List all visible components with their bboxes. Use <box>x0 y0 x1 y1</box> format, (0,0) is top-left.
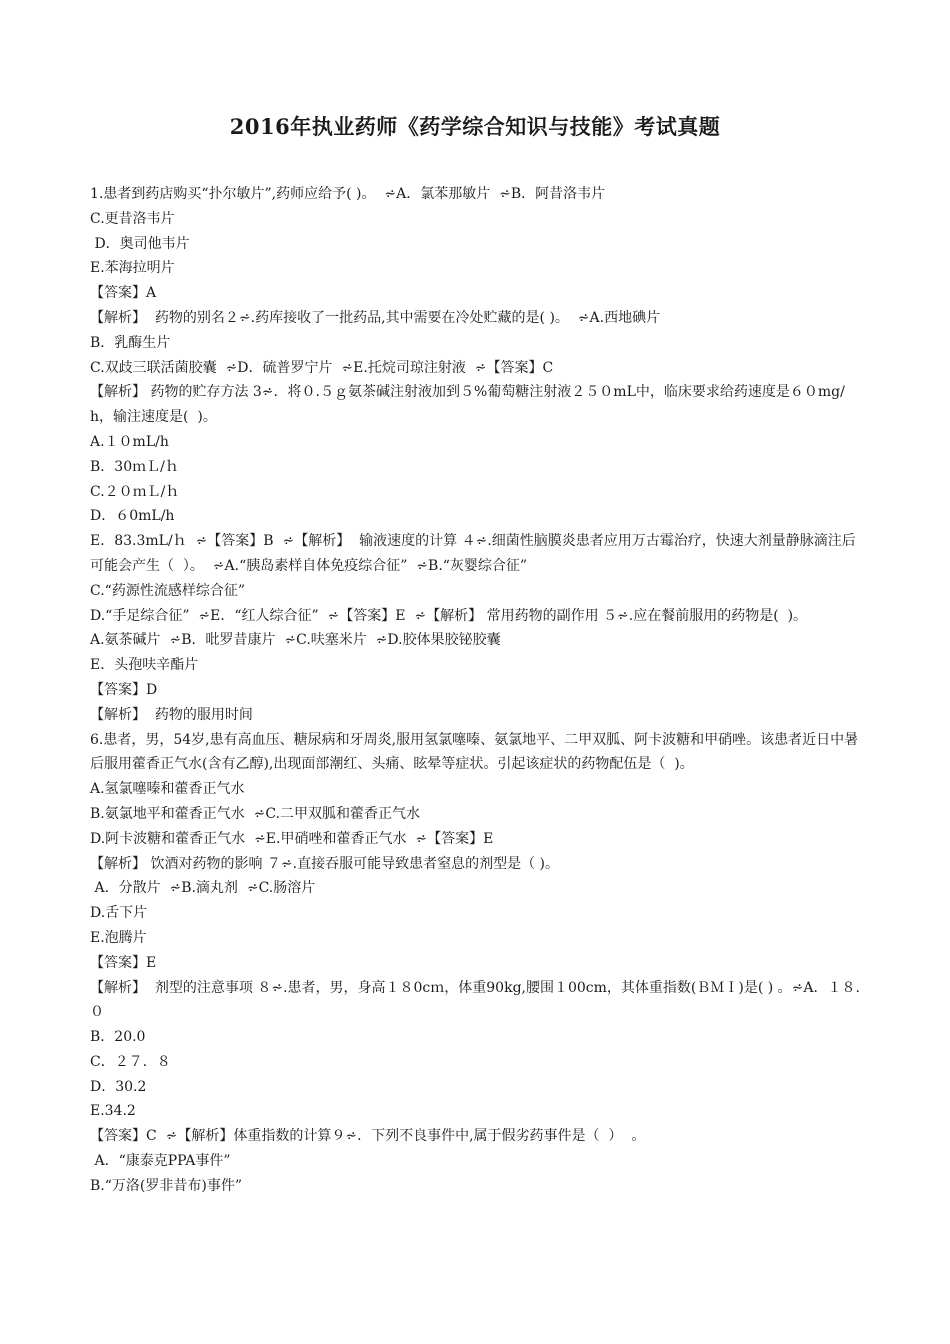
text-line: A．“康泰克PPA事件” <box>90 1153 231 1170</box>
text-line: D.舌下片 <box>90 905 148 922</box>
text-line: E.苯海拉明片 <box>90 260 175 277</box>
text-line: 【答案】A <box>90 285 157 302</box>
text-line: A.１０mL/h <box>90 433 169 450</box>
text-line: A.氨茶碱片 ⩫B．吡罗昔康片 ⩫C.呋塞米片 ⩫D.胶体果胶铋胶囊 <box>90 632 501 649</box>
text-line: 【解析】 药物的贮存方法 3⩫．将０.５ｇ氨茶碱注射液加到５%葡萄糖注射液２５０mL中，临床要求给药速度是６０mg/h，输注速度是( )。 <box>90 384 845 426</box>
text-line: C.２０ｍＬ/ｈ <box>90 483 180 500</box>
text-line: E.泡腾片 <box>90 929 147 946</box>
text-line: E．头孢呋辛酯片 <box>90 657 199 674</box>
text-line: A.氢氯噻嗪和藿香正气水 <box>90 781 245 798</box>
exam-body <box>90 182 860 1199</box>
text-line: 6.患者，男，54岁,患有高血压、糖尿病和牙周炎,服用氢氯噻嗪、氨氯地平、二甲双胍、阿卡波糖和甲硝唑。该患者近日中暑后服用藿香正气水(含有乙醇),出现面部潮红、头痛、眩晕等症状。引起该症状的药物配伍是（ )。 <box>90 731 859 773</box>
text-line: 【解析】 药物的服用时间 <box>90 706 253 723</box>
text-line: 【答案】E <box>90 954 157 971</box>
text-line: D．６0mL/h <box>90 508 175 525</box>
text-line: 【解析】 剂型的注意事项 ８⩫.患者，男，身高１８0cｍ，体重90kg,腰围１00cm，其体重指数(ＢＭＩ)是( ) 。⩫A．１８.０ <box>90 979 860 1021</box>
document-title: 2016年执业药师《药学综合知识与技能》考试真题 <box>229 114 721 139</box>
text-line: C．２７．８ <box>90 1053 171 1070</box>
text-line: B.“万洛(罗非昔布)事件” <box>90 1177 242 1194</box>
text-line: E.34.2 <box>90 1103 136 1120</box>
text-line: D．30.2 <box>90 1078 147 1095</box>
text-line: C.更昔洛韦片 <box>90 210 175 227</box>
text-line: 【解析】 药物的别名２⩫.药库接收了一批药品,其中需要在冷处贮藏的是( )。 ⩫A.西地碘片 <box>90 309 661 326</box>
text-line: 1.患者到药店购买“扑尔敏片”,药师应给予( )。 ⩫A．氯苯那敏片 ⩫B．阿昔洛韦片 <box>90 186 606 202</box>
text-line: 【答案】C ⩫【解析】体重指数的计算９⩫．下列不良事件中,属于假劣药事件是（ ） 。 <box>90 1128 646 1145</box>
text-line: D.阿卡波糖和藿香正气水 ⩫E.甲硝唑和藿香正气水 ⩫【答案】E <box>90 830 494 847</box>
text-line: C.双歧三联活菌胶囊 ⩫D．硫普罗宁片 ⩫E.托烷司琼注射液 ⩫【答案】C <box>90 359 554 376</box>
text-line: B．20.0 <box>90 1029 146 1046</box>
text-line: 【解析】 饮酒对药物的影响 ７⩫.直接吞服可能导致患者窒息的剂型是（ )。 <box>90 855 559 872</box>
text-line: B．乳酶生片 <box>90 334 171 351</box>
text-line: E．83.3mL/ｈ ⩫【答案】B ⩫【解析】 输液速度的计算 ４⩫.细菌性脑膜炎患者应用万古霉治疗，快速大剂量静脉滴注后可能会产生（ ）。 ⩫A.“胰岛素样自体免疫综合征” ⩫B.“灰婴综合征” <box>90 533 856 574</box>
text-line: D．奥司他韦片 <box>90 235 190 252</box>
text-line: C.“药源性流感样综合征” <box>90 582 245 599</box>
text-line: B.氨氯地平和藿香正气水 ⩫C.二甲双胍和藿香正气水 <box>90 805 421 822</box>
text-line: B．30ｍＬ/ｈ <box>90 458 179 475</box>
text-line: A．分散片 ⩫B.滴丸剂 ⩫C.肠溶片 <box>90 880 316 897</box>
text-line: D.“手足综合征” ⩫E．“红人综合征” ⩫【答案】E ⩫【解析】 常用药物的副作用 ５⩫.应在餐前服用的药物是( )。 <box>90 607 808 624</box>
text-line: 【答案】D <box>90 681 158 698</box>
